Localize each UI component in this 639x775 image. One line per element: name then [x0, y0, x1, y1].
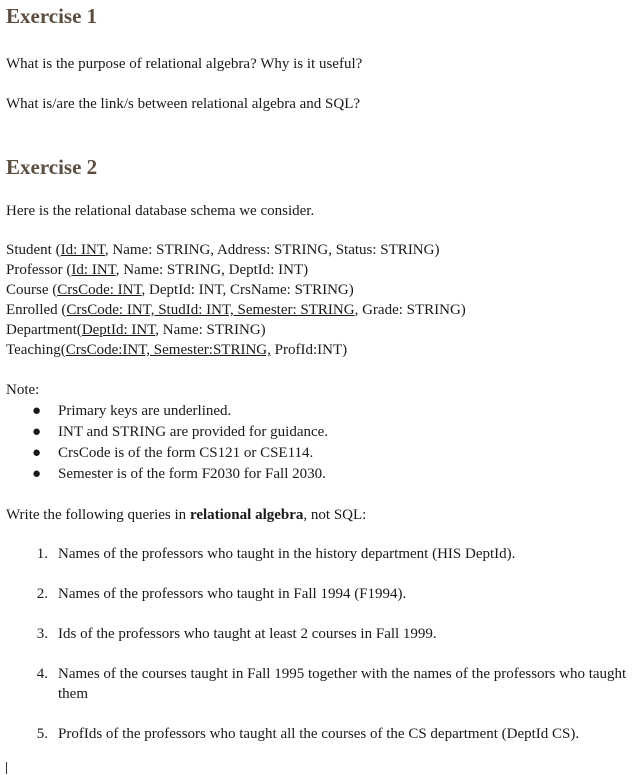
- attributes: ProfId:INT): [270, 342, 348, 358]
- query-number: 4.: [36, 666, 48, 682]
- attributes: , Name: STRING, Address: STRING, Status: STRING): [104, 242, 440, 258]
- schema-line-teaching: [6, 340, 347, 360]
- exercise-1-question-2: What is/are the link/s between relational algebra and SQL?: [6, 96, 361, 112]
- query-number: 1.: [36, 546, 48, 562]
- bullet-icon: ●: [32, 424, 42, 440]
- schema-intro: Here is the relational database schema we consider.: [6, 203, 315, 219]
- bullet-icon: ●: [32, 403, 42, 419]
- schema-line-student: [6, 240, 439, 260]
- relation-name: Course (: [6, 282, 58, 298]
- query-text: Ids of the professors who taught at least 2 courses in Fall 1999.: [58, 626, 437, 642]
- primary-key: DeptId: INT: [81, 322, 156, 338]
- note-text: Primary keys are underlined.: [58, 403, 232, 419]
- note-text: CrsCode is of the form CS121 or CSE114.: [58, 445, 314, 461]
- schema-line-department: [6, 320, 266, 340]
- text-cursor[interactable]: [6, 762, 7, 774]
- query-text: Names of the courses taught in Fall 1995 together with the names of the professors who taught them: [58, 666, 627, 702]
- note-text: INT and STRING are provided for guidance.: [58, 424, 329, 440]
- primary-key: Id: INT: [60, 242, 105, 258]
- exercise-1-heading: Exercise 1: [6, 4, 98, 28]
- instructions-pre: Write the following queries in: [6, 507, 190, 523]
- attributes: , Name: STRING, DeptId: INT): [115, 262, 309, 278]
- relation-name: Student (: [6, 242, 61, 258]
- bullet-icon: ●: [32, 445, 42, 461]
- relation-name: Enrolled (: [6, 302, 67, 318]
- relation-name: Teaching(: [6, 342, 66, 358]
- schema-line-course: [6, 280, 354, 300]
- primary-key: Id: INT: [71, 262, 116, 278]
- attributes: , Grade: STRING): [354, 302, 466, 318]
- query-text: Names of the professors who taught in Fall 1994 (F1994).: [58, 586, 407, 602]
- query-number: 5.: [36, 726, 48, 742]
- instructions: [6, 505, 366, 525]
- attributes: , Name: STRING): [155, 322, 266, 338]
- note-label: Note:: [6, 382, 40, 398]
- instructions-emphasis: relational algebra: [189, 507, 304, 523]
- relation-name: Department(: [6, 322, 82, 338]
- primary-key: CrsCode:INT, Semester:STRING,: [65, 342, 271, 358]
- schema-line-enrolled: [6, 300, 466, 320]
- instructions-post: , not SQL:: [303, 507, 367, 523]
- query-number: 2.: [36, 586, 48, 602]
- relation-name: Professor (: [6, 262, 72, 278]
- primary-key: CrsCode: INT, StudId: INT, Semester: STRING: [66, 302, 355, 318]
- note-text: Semester is of the form F2030 for Fall 2030.: [58, 466, 326, 482]
- attributes: , DeptId: INT, CrsName: STRING): [141, 282, 354, 298]
- primary-key: CrsCode: INT: [57, 282, 142, 298]
- query-text: ProfIds of the professors who taught all the courses of the CS department (DeptId CS).: [58, 726, 580, 742]
- query-number: 3.: [36, 626, 48, 642]
- query-text: Names of the professors who taught in the history department (HIS DeptId).: [58, 546, 516, 562]
- exercise-1-question-1: What is the purpose of relational algebra? Why is it useful?: [6, 56, 363, 72]
- schema-line-professor: [6, 260, 308, 280]
- exercise-2-heading: Exercise 2: [6, 155, 98, 179]
- bullet-icon: ●: [32, 466, 42, 482]
